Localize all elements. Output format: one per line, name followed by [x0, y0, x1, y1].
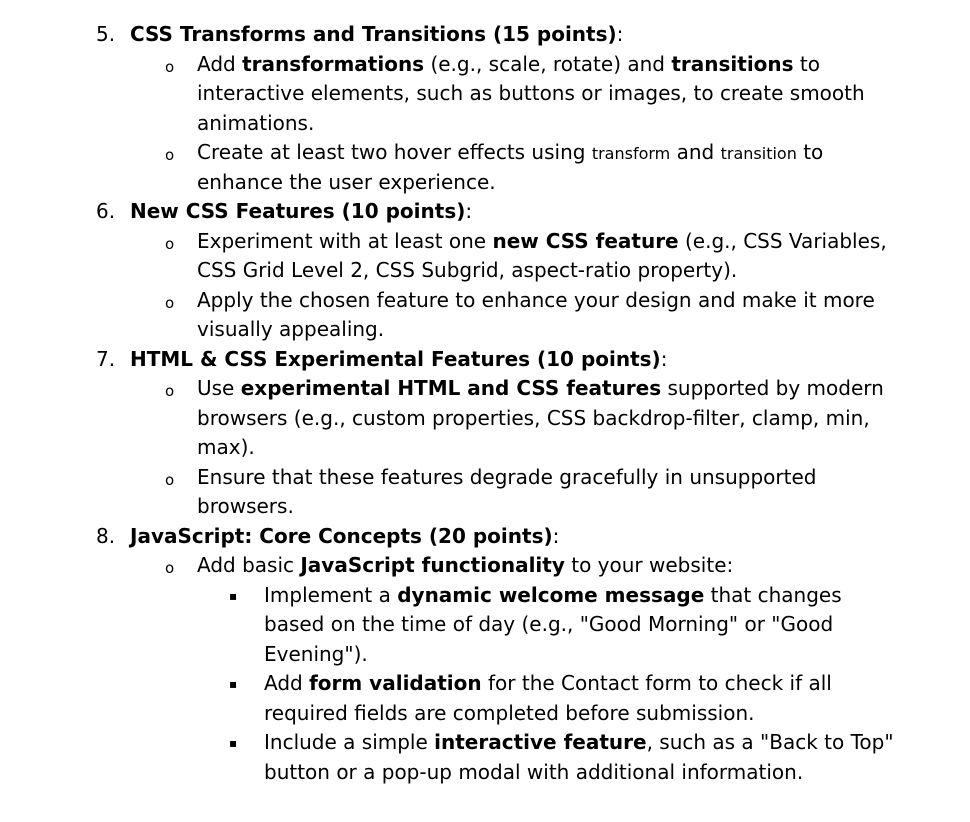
- text-run: that changes: [704, 582, 842, 607]
- text-run: to your website:: [564, 553, 734, 577]
- text-run: supported by modern: [661, 376, 884, 400]
- text-run: enhance the user experience.: [197, 169, 496, 194]
- text-line: [197, 433, 255, 463]
- section-colon: :: [660, 346, 668, 371]
- section-number: 5.: [96, 22, 116, 46]
- code-text: transition: [720, 144, 797, 163]
- text-run: to: [796, 140, 824, 164]
- text-line: [197, 404, 870, 434]
- text-line: [197, 168, 496, 198]
- section-colon: :: [616, 22, 624, 46]
- section-title: HTML & CSS Experimental Features (10 points): [130, 346, 661, 371]
- text-line: [264, 640, 368, 670]
- text-run: Add: [264, 671, 310, 695]
- section-number: 6.: [96, 199, 116, 223]
- section-number: 7.: [96, 346, 116, 371]
- section-colon: :: [465, 199, 473, 223]
- section-title: CSS Transforms and Transitions (15 points): [130, 22, 617, 46]
- bold-text: transitions: [671, 51, 794, 76]
- text-run: Apply the chosen feature to enhance your design and make it more: [197, 287, 875, 312]
- text-run: button or a pop-up modal with additional information.: [264, 759, 804, 784]
- text-line: [264, 610, 833, 640]
- section-heading: [130, 522, 559, 552]
- bold-text: experimental HTML and CSS features: [240, 376, 662, 400]
- text-run: Ensure that these features degrade gracefully in unsupported: [197, 464, 817, 489]
- circle-bullet: o: [165, 146, 175, 164]
- text-run: Create at least two hover effects using: [197, 140, 592, 164]
- circle-bullet: o: [165, 382, 175, 400]
- square-bullet: ▪: [229, 677, 238, 691]
- text-line: [197, 109, 314, 139]
- text-run: required fields are completed before submission.: [264, 700, 755, 725]
- text-run: Implement a: [264, 582, 398, 607]
- text-line: [264, 581, 842, 611]
- square-bullet: ▪: [229, 736, 238, 750]
- code-text: transform: [591, 144, 671, 163]
- text-line: [197, 79, 865, 109]
- text-run: for the Contact form to check if all: [481, 671, 832, 695]
- text-line: [197, 286, 875, 316]
- text-run: interactive elements, such as buttons or images, to create smooth: [197, 81, 865, 105]
- text-run: (e.g., CSS Variables,: [678, 228, 887, 253]
- bold-text: dynamic welcome message: [397, 582, 705, 607]
- text-line: [197, 138, 823, 169]
- text-line: [197, 50, 820, 80]
- section-title: New CSS Features (10 points): [130, 199, 466, 223]
- section-title: JavaScript: Core Concepts (20 points): [130, 523, 553, 548]
- circle-bullet: o: [165, 57, 175, 76]
- circle-bullet: o: [165, 293, 175, 312]
- text-run: visually appealing.: [197, 317, 385, 341]
- text-run: CSS Grid Level 2, CSS Subgrid, aspect-ratio property).: [197, 258, 738, 282]
- section-heading: [130, 197, 472, 227]
- section-heading: [130, 20, 623, 50]
- text-run: browsers.: [197, 494, 294, 518]
- text-line: [197, 492, 294, 522]
- bold-text: form validation: [309, 671, 482, 695]
- text-run: , such as a "Back to Top": [646, 730, 894, 754]
- section-heading: [130, 345, 667, 375]
- bold-text: new CSS feature: [492, 228, 679, 253]
- text-run: browsers (e.g., custom properties, CSS backdrop-filter, clamp, min,: [197, 405, 870, 430]
- text-run: to: [793, 51, 820, 76]
- text-line: [264, 669, 832, 699]
- text-run: animations.: [197, 110, 315, 135]
- bold-text: JavaScript functionality: [300, 553, 565, 577]
- text-line: [197, 374, 884, 404]
- square-bullet: ▪: [229, 588, 238, 603]
- circle-bullet: o: [165, 234, 175, 253]
- circle-bullet: o: [165, 559, 175, 577]
- text-run: Evening").: [264, 641, 368, 666]
- text-line: [264, 758, 803, 788]
- circle-bullet: o: [165, 470, 175, 489]
- text-run: Use: [197, 376, 241, 400]
- bold-text: interactive feature: [434, 730, 647, 754]
- text-run: based on the time of day (e.g., "Good Morning" or "Good: [264, 612, 834, 636]
- text-line: [264, 728, 894, 758]
- section-number: 8.: [96, 523, 116, 548]
- text-run: Add: [197, 51, 243, 76]
- text-run: Add basic: [197, 553, 301, 577]
- text-line: [197, 315, 384, 345]
- text-run: Include a simple: [264, 730, 435, 754]
- text-run: (e.g., scale, rotate) and: [424, 51, 672, 76]
- text-line: [264, 699, 754, 729]
- section-colon: :: [552, 523, 560, 548]
- text-line: [197, 227, 887, 257]
- text-run: max).: [197, 435, 255, 459]
- bold-text: transformations: [242, 51, 425, 76]
- text-line: [197, 463, 816, 493]
- text-line: [197, 551, 733, 581]
- text-line: [197, 256, 737, 286]
- text-run: Experiment with at least one: [197, 228, 493, 253]
- text-run: and: [670, 140, 721, 164]
